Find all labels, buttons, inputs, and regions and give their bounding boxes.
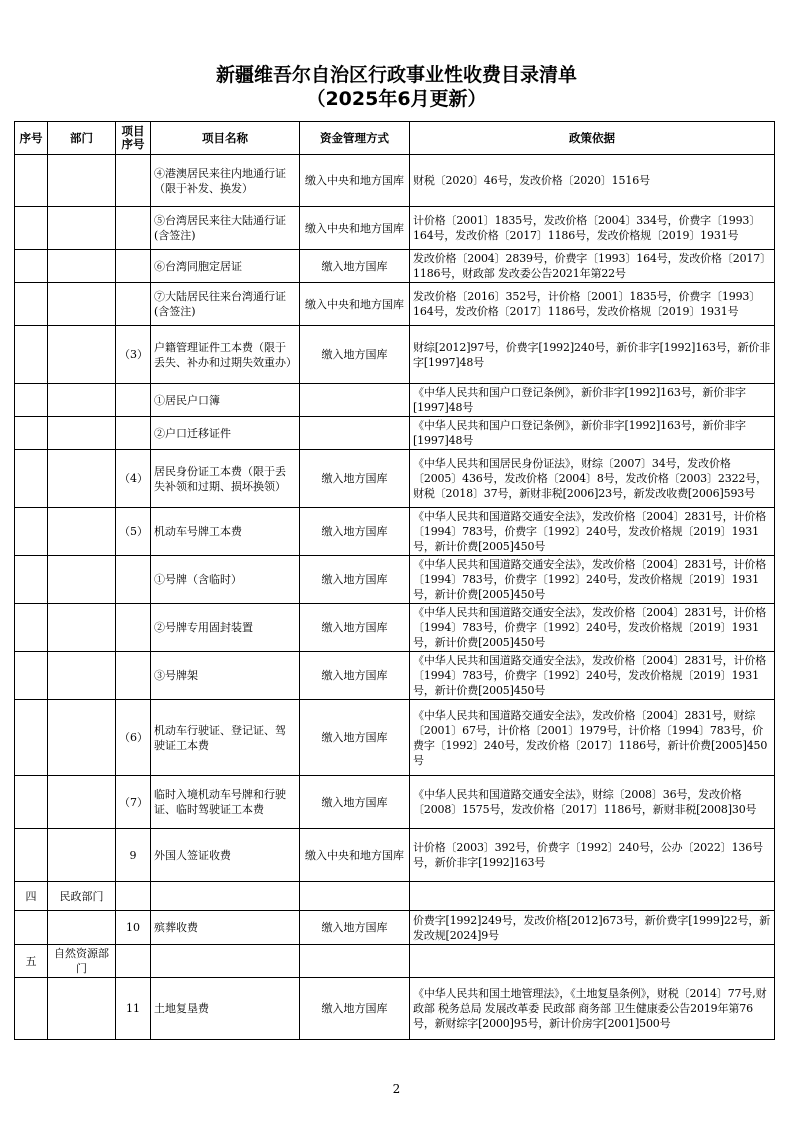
table-row (15, 652, 775, 700)
cell-fund-management: 缴入地方国库 (300, 911, 410, 945)
cell-item-no (116, 882, 151, 911)
table-row (15, 776, 775, 829)
cell-policy-basis: 《中华人民共和国道路交通安全法》，发改价格〔2004〕2831号，计价格〔1994〕783号，价费字〔1992〕240号，发改价格规〔2019〕1931号，新计价费[2005]450号 (410, 652, 775, 700)
cell-item-no: （3） (116, 326, 151, 384)
cell-seq (15, 604, 48, 652)
cell-fund-management: 缴入地方国库 (300, 776, 410, 829)
cell-item-name: 外国人签证收费 (151, 829, 300, 882)
cell-fund-management: 缴入中央和地方国库 (300, 207, 410, 250)
cell-fund-management: 缴入地方国库 (300, 250, 410, 283)
cell-seq: 五 (15, 945, 48, 978)
table-row (15, 604, 775, 652)
cell-seq (15, 776, 48, 829)
cell-fund-management: 缴入地方国库 (300, 450, 410, 508)
cell-fund-management: 缴入中央和地方国库 (300, 155, 410, 207)
cell-policy-basis: 《中华人民共和国土地管理法》，《土地复垦条例》，财税〔2014〕77号,财政部 税务总局 发展改革委 民政部 商务部 卫生健康委公告2019年第76号，新财综字[2000]95号，新计价房字[2001]500号 (410, 978, 775, 1040)
cell-dept (48, 556, 116, 604)
cell-seq (15, 155, 48, 207)
cell-item-name: ④港澳居民来往内地通行证（限于补发、换发） (151, 155, 300, 207)
cell-policy-basis: 发改价格〔2004〕2839号，价费字〔1993〕164号，发改价格〔2017〕1186号，财政部 发改委公告2021年第22号 (410, 250, 775, 283)
cell-item-no (116, 207, 151, 250)
cell-policy-basis (410, 945, 775, 978)
table-row (15, 384, 775, 417)
cell-item-name: 居民身份证工本费（限于丢失补领和过期、损坏换领） (151, 450, 300, 508)
cell-item-no (116, 283, 151, 326)
table-row (15, 829, 775, 882)
cell-item-no: 11 (116, 978, 151, 1040)
cell-seq (15, 911, 48, 945)
cell-dept: 民政部门 (48, 882, 116, 911)
cell-item-name: 临时入境机动车号牌和行驶证、临时驾驶证工本费 (151, 776, 300, 829)
cell-dept (48, 652, 116, 700)
cell-fund-management: 缴入地方国库 (300, 604, 410, 652)
cell-item-name (151, 945, 300, 978)
header-dept: 部门 (48, 122, 116, 155)
cell-fund-management: 缴入地方国库 (300, 978, 410, 1040)
table-row (15, 945, 775, 978)
header-fund-management: 资金管理方式 (300, 122, 410, 155)
cell-policy-basis: 计价格〔2001〕1835号，发改价格〔2004〕334号，价费字〔1993〕164号，发改价格〔2017〕1186号，发改价格规〔2019〕1931号 (410, 207, 775, 250)
table-body (15, 155, 775, 1040)
cell-seq (15, 326, 48, 384)
cell-item-no (116, 417, 151, 450)
cell-item-name: ⑥台湾同胞定居证 (151, 250, 300, 283)
cell-item-no: 10 (116, 911, 151, 945)
cell-policy-basis: 发改价格〔2016〕352号，计价格〔2001〕1835号，价费字〔1993〕164号，发改价格〔2017〕1186号，发改价格规〔2019〕1931号 (410, 283, 775, 326)
cell-fund-management (300, 882, 410, 911)
cell-item-name: ②户口迁移证件 (151, 417, 300, 450)
cell-item-no (116, 556, 151, 604)
cell-dept (48, 508, 116, 556)
cell-item-name: ⑤台湾居民来往大陆通行证(含签注) (151, 207, 300, 250)
cell-seq: 四 (15, 882, 48, 911)
cell-dept (48, 155, 116, 207)
cell-item-no (116, 250, 151, 283)
cell-item-no (116, 652, 151, 700)
cell-seq (15, 652, 48, 700)
cell-fund-management (300, 417, 410, 450)
cell-item-name: 土地复垦费 (151, 978, 300, 1040)
cell-policy-basis: 《中华人民共和国道路交通安全法》，发改价格〔2004〕2831号，财综〔2001〕67号，计价格〔2001〕1979号，计价格〔1994〕783号，价费字〔1992〕240号，发改价格〔2017〕1186号，新计价费[2005]450号 (410, 700, 775, 776)
cell-seq (15, 978, 48, 1040)
cell-seq (15, 283, 48, 326)
cell-item-name: 机动车号牌工本费 (151, 508, 300, 556)
page-number: 2 (392, 1082, 401, 1096)
cell-dept (48, 384, 116, 417)
cell-seq (15, 207, 48, 250)
cell-item-name: ③号牌架 (151, 652, 300, 700)
cell-item-no (116, 604, 151, 652)
table-row (15, 250, 775, 283)
cell-seq (15, 700, 48, 776)
cell-fund-management: 缴入中央和地方国库 (300, 283, 410, 326)
cell-seq (15, 450, 48, 508)
table-row (15, 911, 775, 945)
cell-policy-basis: 《中华人民共和国道路交通安全法》，财综〔2008〕36号，发改价格〔2008〕1575号，发改价格〔2017〕1186号，新财非税[2008]30号 (410, 776, 775, 829)
cell-policy-basis: 《中华人民共和国道路交通安全法》，发改价格〔2004〕2831号，计价格〔1994〕783号，价费字〔1992〕240号，发改价格规〔2019〕1931号，新计价费[2005]450号 (410, 604, 775, 652)
table-row (15, 155, 775, 207)
table-row (15, 326, 775, 384)
cell-fund-management: 缴入地方国库 (300, 508, 410, 556)
fee-table (14, 121, 775, 1040)
cell-item-no: （4） (116, 450, 151, 508)
cell-item-no (116, 155, 151, 207)
cell-dept (48, 604, 116, 652)
cell-policy-basis: 《中华人民共和国道路交通安全法》，发改价格〔2004〕2831号，计价格〔1994〕783号，价费字〔1992〕240号，发改价格规〔2019〕1931号，新计价费[2005]450号 (410, 508, 775, 556)
cell-dept (48, 450, 116, 508)
cell-policy-basis: 财综[2012]97号，价费字[1992]240号，新价非字[1992]163号，新价非字[1997]48号 (410, 326, 775, 384)
cell-dept (48, 283, 116, 326)
document-subtitle: （2025年6月更新） (306, 88, 487, 110)
cell-dept (48, 911, 116, 945)
cell-item-name: 机动车行驶证、登记证、驾驶证工本费 (151, 700, 300, 776)
table-row (15, 700, 775, 776)
table-row (15, 417, 775, 450)
cell-item-name: 殡葬收费 (151, 911, 300, 945)
table-row (15, 450, 775, 508)
table-row (15, 283, 775, 326)
cell-item-name (151, 882, 300, 911)
cell-item-no (116, 384, 151, 417)
cell-policy-basis: 《中华人民共和国道路交通安全法》，发改价格〔2004〕2831号，计价格〔1994〕783号，价费字〔1992〕240号，发改价格规〔2019〕1931号，新计价费[2005]450号 (410, 556, 775, 604)
cell-seq (15, 556, 48, 604)
cell-seq (15, 384, 48, 417)
cell-fund-management (300, 945, 410, 978)
header-item-no: 项目 序号 (116, 122, 151, 155)
cell-item-name: ②号牌专用固封装置 (151, 604, 300, 652)
cell-item-name: ①号牌（含临时） (151, 556, 300, 604)
cell-policy-basis: 《中华人民共和国居民身份证法》，财综〔2007〕34号，发改价格〔2005〕436号，发改价格〔2004〕8号，发改价格〔2003〕2322号，财税〔2018〕37号，新财非税[2006]23号，新发改收费[2006]593号 (410, 450, 775, 508)
header-seq: 序号 (15, 122, 48, 155)
cell-item-name: ①居民户口簿 (151, 384, 300, 417)
table-row (15, 207, 775, 250)
table-row (15, 556, 775, 604)
cell-item-name: ⑦大陆居民往来台湾通行证(含签注) (151, 283, 300, 326)
cell-seq (15, 250, 48, 283)
cell-item-name: 户籍管理证件工本费（限于丢失、补办和过期失效重办） (151, 326, 300, 384)
cell-item-no: （6） (116, 700, 151, 776)
cell-item-no: 9 (116, 829, 151, 882)
cell-fund-management: 缴入地方国库 (300, 326, 410, 384)
cell-dept: 自然资源部门 (48, 945, 116, 978)
cell-fund-management: 缴入中央和地方国库 (300, 829, 410, 882)
cell-policy-basis: 财税〔2020〕46号，发改价格〔2020〕1516号 (410, 155, 775, 207)
document-title: 新疆维吾尔自治区行政事业性收费目录清单 (215, 64, 577, 86)
table-row (15, 882, 775, 911)
cell-policy-basis: 计价格〔2003〕392号，价费字〔1992〕240号，公办〔2022〕136号号，新价非字[1992]163号 (410, 829, 775, 882)
cell-item-no (116, 945, 151, 978)
table-row (15, 978, 775, 1040)
header-policy-basis: 政策依据 (410, 122, 775, 155)
table-row (15, 508, 775, 556)
cell-item-no: （7） (116, 776, 151, 829)
cell-seq (15, 508, 48, 556)
cell-seq (15, 417, 48, 450)
cell-fund-management: 缴入地方国库 (300, 700, 410, 776)
cell-dept (48, 207, 116, 250)
cell-dept (48, 250, 116, 283)
table-header-row (15, 122, 775, 155)
cell-fund-management: 缴入地方国库 (300, 556, 410, 604)
cell-policy-basis: 价费字[1992]249号，发改价格[2012]673号，新价费字[1999]22号，新发改规[2024]9号 (410, 911, 775, 945)
cell-fund-management (300, 384, 410, 417)
cell-dept (48, 978, 116, 1040)
cell-seq (15, 829, 48, 882)
cell-policy-basis: 《中华人民共和国户口登记条例》，新价非字[1992]163号，新价非字[1997]48号 (410, 417, 775, 450)
cell-dept (48, 829, 116, 882)
cell-dept (48, 776, 116, 829)
cell-dept (48, 417, 116, 450)
cell-policy-basis (410, 882, 775, 911)
cell-dept (48, 326, 116, 384)
cell-item-no: （5） (116, 508, 151, 556)
header-item-name: 项目名称 (151, 122, 300, 155)
cell-dept (48, 700, 116, 776)
cell-fund-management: 缴入地方国库 (300, 652, 410, 700)
cell-policy-basis: 《中华人民共和国户口登记条例》，新价非字[1992]163号，新价非字[1997]48号 (410, 384, 775, 417)
